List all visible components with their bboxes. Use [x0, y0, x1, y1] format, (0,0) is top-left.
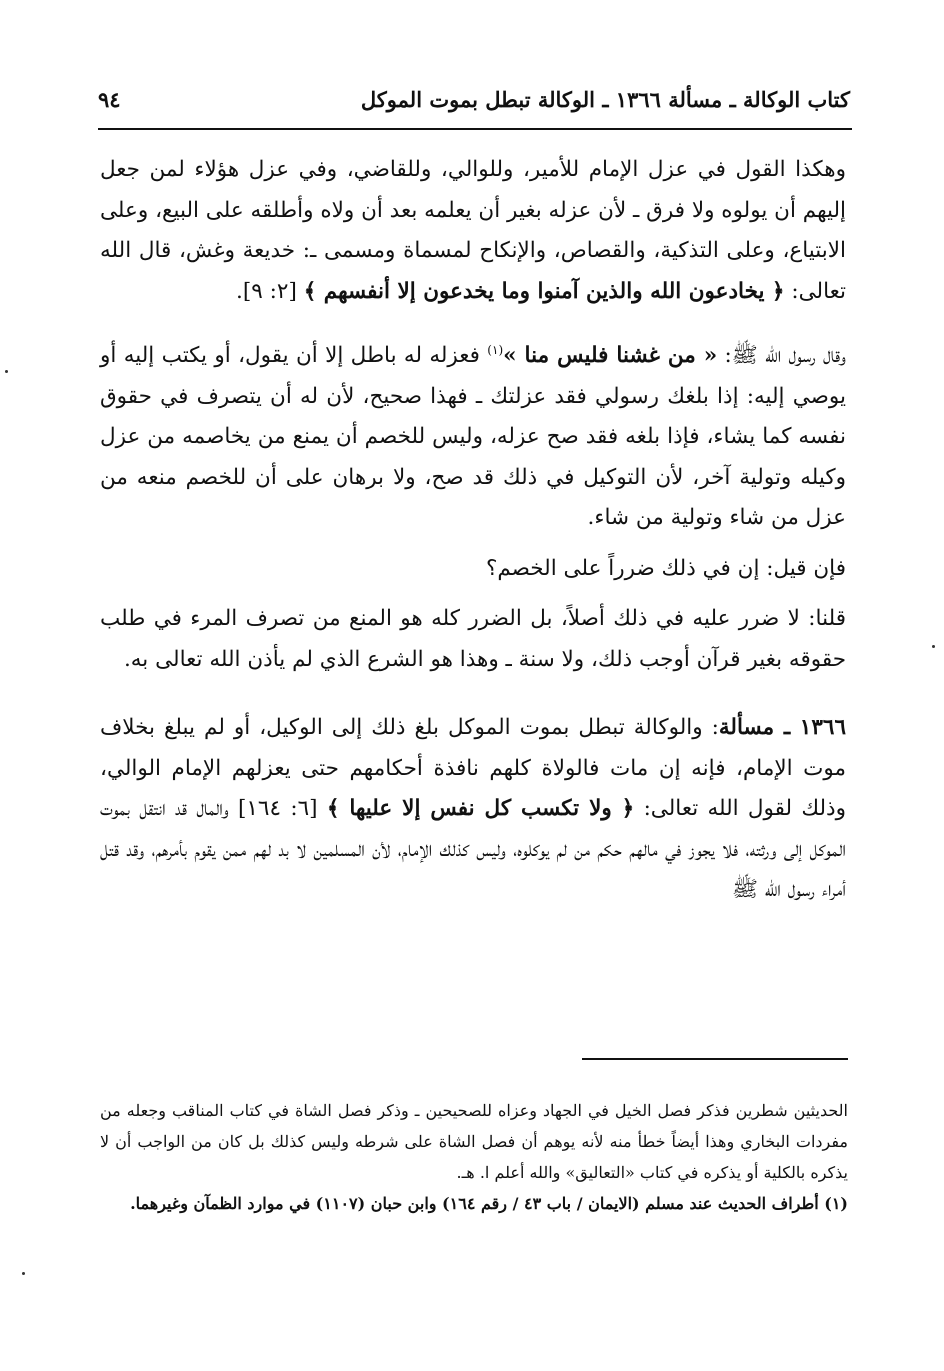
- footnote-continued: الحديثين شطرين فذكر فصل الخيل في الجهاد وعزاه للصحيحين ـ وذكر فصل الشاة في كتاب المناقب وجعله من مفردات البخاري وهذا أيضاً خطأ منه لأنه يوهم أن فصل الشاة على شرطه وليس كذلك بل كان من الواجب أن لا يذكره بالكلية أو يذكره في كتاب «التعاليق» والله أعلم ا. هـ.: [100, 1101, 849, 1182]
- paragraph-2: [100, 330, 846, 539]
- paragraph-1-text: وهكذا القول في عزل الإمام للأمير، وللوالي، وللقاضي، وفي عزل هؤلاء لمن جعل إليهم أن يولوه ولا فرق ـ لأن عزله بغير أن يعلمه بعد أن ولاه وأطلقه على البيع، وعلى الابتياع، وعلى التذكية، والقصاص، والإنكاح لمسماة ومسمى ـ: خديعة وغش، قال الله تعالى:: [100, 157, 846, 304]
- paragraph-5-continued: [٦: ١٦٤] والمال قد انتقل بموت الموكل إلى ورثته، فلا يجوز في مالهم حكم من لم يوكلوه، وليس كذلك الإمام، لأن المسلمين لا بد لهم ممن يقوم بأمرهم، وقد قتل أمراء رسول الله ﷺ: [100, 796, 846, 903]
- running-title: كتاب الوكالة ـ مسألة ١٣٦٦ ـ الوكالة تبطل بموت الموكل: [360, 86, 850, 112]
- paragraph-5-text: : والوكالة تبطل بموت الموكل بلغ ذلك إلى الوكيل، أو لم يبلغ بخلاف موت الإمام، فإنه إن مات فالولاة كلهم نافذة أحكامهم حتى يعزلهم الإمام الوالي، وذلك لقول الله تعالى:: [100, 715, 846, 822]
- issue-number: ١٣٦٦ ـ مسألة: [718, 715, 846, 741]
- paragraph-1: [100, 150, 846, 312]
- quran-verse-2: ﴿ ولا تكسب كل نفس إلا عليها ﴾: [326, 796, 635, 822]
- scan-speck: [5, 370, 8, 373]
- footnote-rule: [582, 1058, 848, 1060]
- main-text: [100, 150, 846, 911]
- paragraph-4: قلنا: لا ضرر عليه في ذلك أصلاً، بل الضرر كله هو المنع من تصرف المرء في طلب حقوقه بغير قرآن أوجب ذلك، ولا سنة ـ وهذا هو الشرع الذي لم يأذن الله تعالى به.: [100, 606, 846, 672]
- paragraph-5: [100, 708, 846, 911]
- footnotes: [100, 1095, 848, 1219]
- quran-verse-1: ﴿ يخادعون الله والذين آمنوا وما يخدعون إلا أنفسهم ﴾: [303, 278, 785, 304]
- scan-speck: [932, 645, 935, 648]
- header-rule: [98, 128, 852, 130]
- footnote-marker-1[interactable]: (١): [487, 343, 504, 357]
- hadith-quote: « من غشنا فليس منا »: [503, 343, 718, 369]
- paragraph-2-text: فعزله له باطل إلا أن يقول، أو يكتب إليه أو يوصي إليه: إذا بلغك رسولي فقد عزلتك ـ فهذا صحيح، لأن له أن يتصرف في حقوق نفسه كما يشاء، فإذا بلغه فقد صح عزله، وليس للخصم أن يمنع من يخاصمه من عزل وكيله وتولية آخر، لأن التوكيل في ذلك قد صح، ولا برهان على أن للخصم منعه من عزل من شاء وتولية من شاء.: [100, 343, 846, 531]
- footnote-1: (١) أطراف الحديث عند مسلم (الايمان / باب ٤٣ / رقم ١٦٤) وابن حبان (١١٠٧) في موارد الظمآن وغيرهما.: [130, 1194, 848, 1213]
- verse-reference-1: [٢: ٩].: [236, 278, 304, 304]
- scan-speck: [22, 1272, 25, 1275]
- paragraph-3: فإن قيل: إن في ذلك ضرراً على الخصم؟: [485, 555, 846, 581]
- page-number: ٩٤: [98, 86, 121, 112]
- paragraph-2-intro: وقال رسول الله ﷺ:: [717, 343, 847, 369]
- page-header: [98, 78, 850, 120]
